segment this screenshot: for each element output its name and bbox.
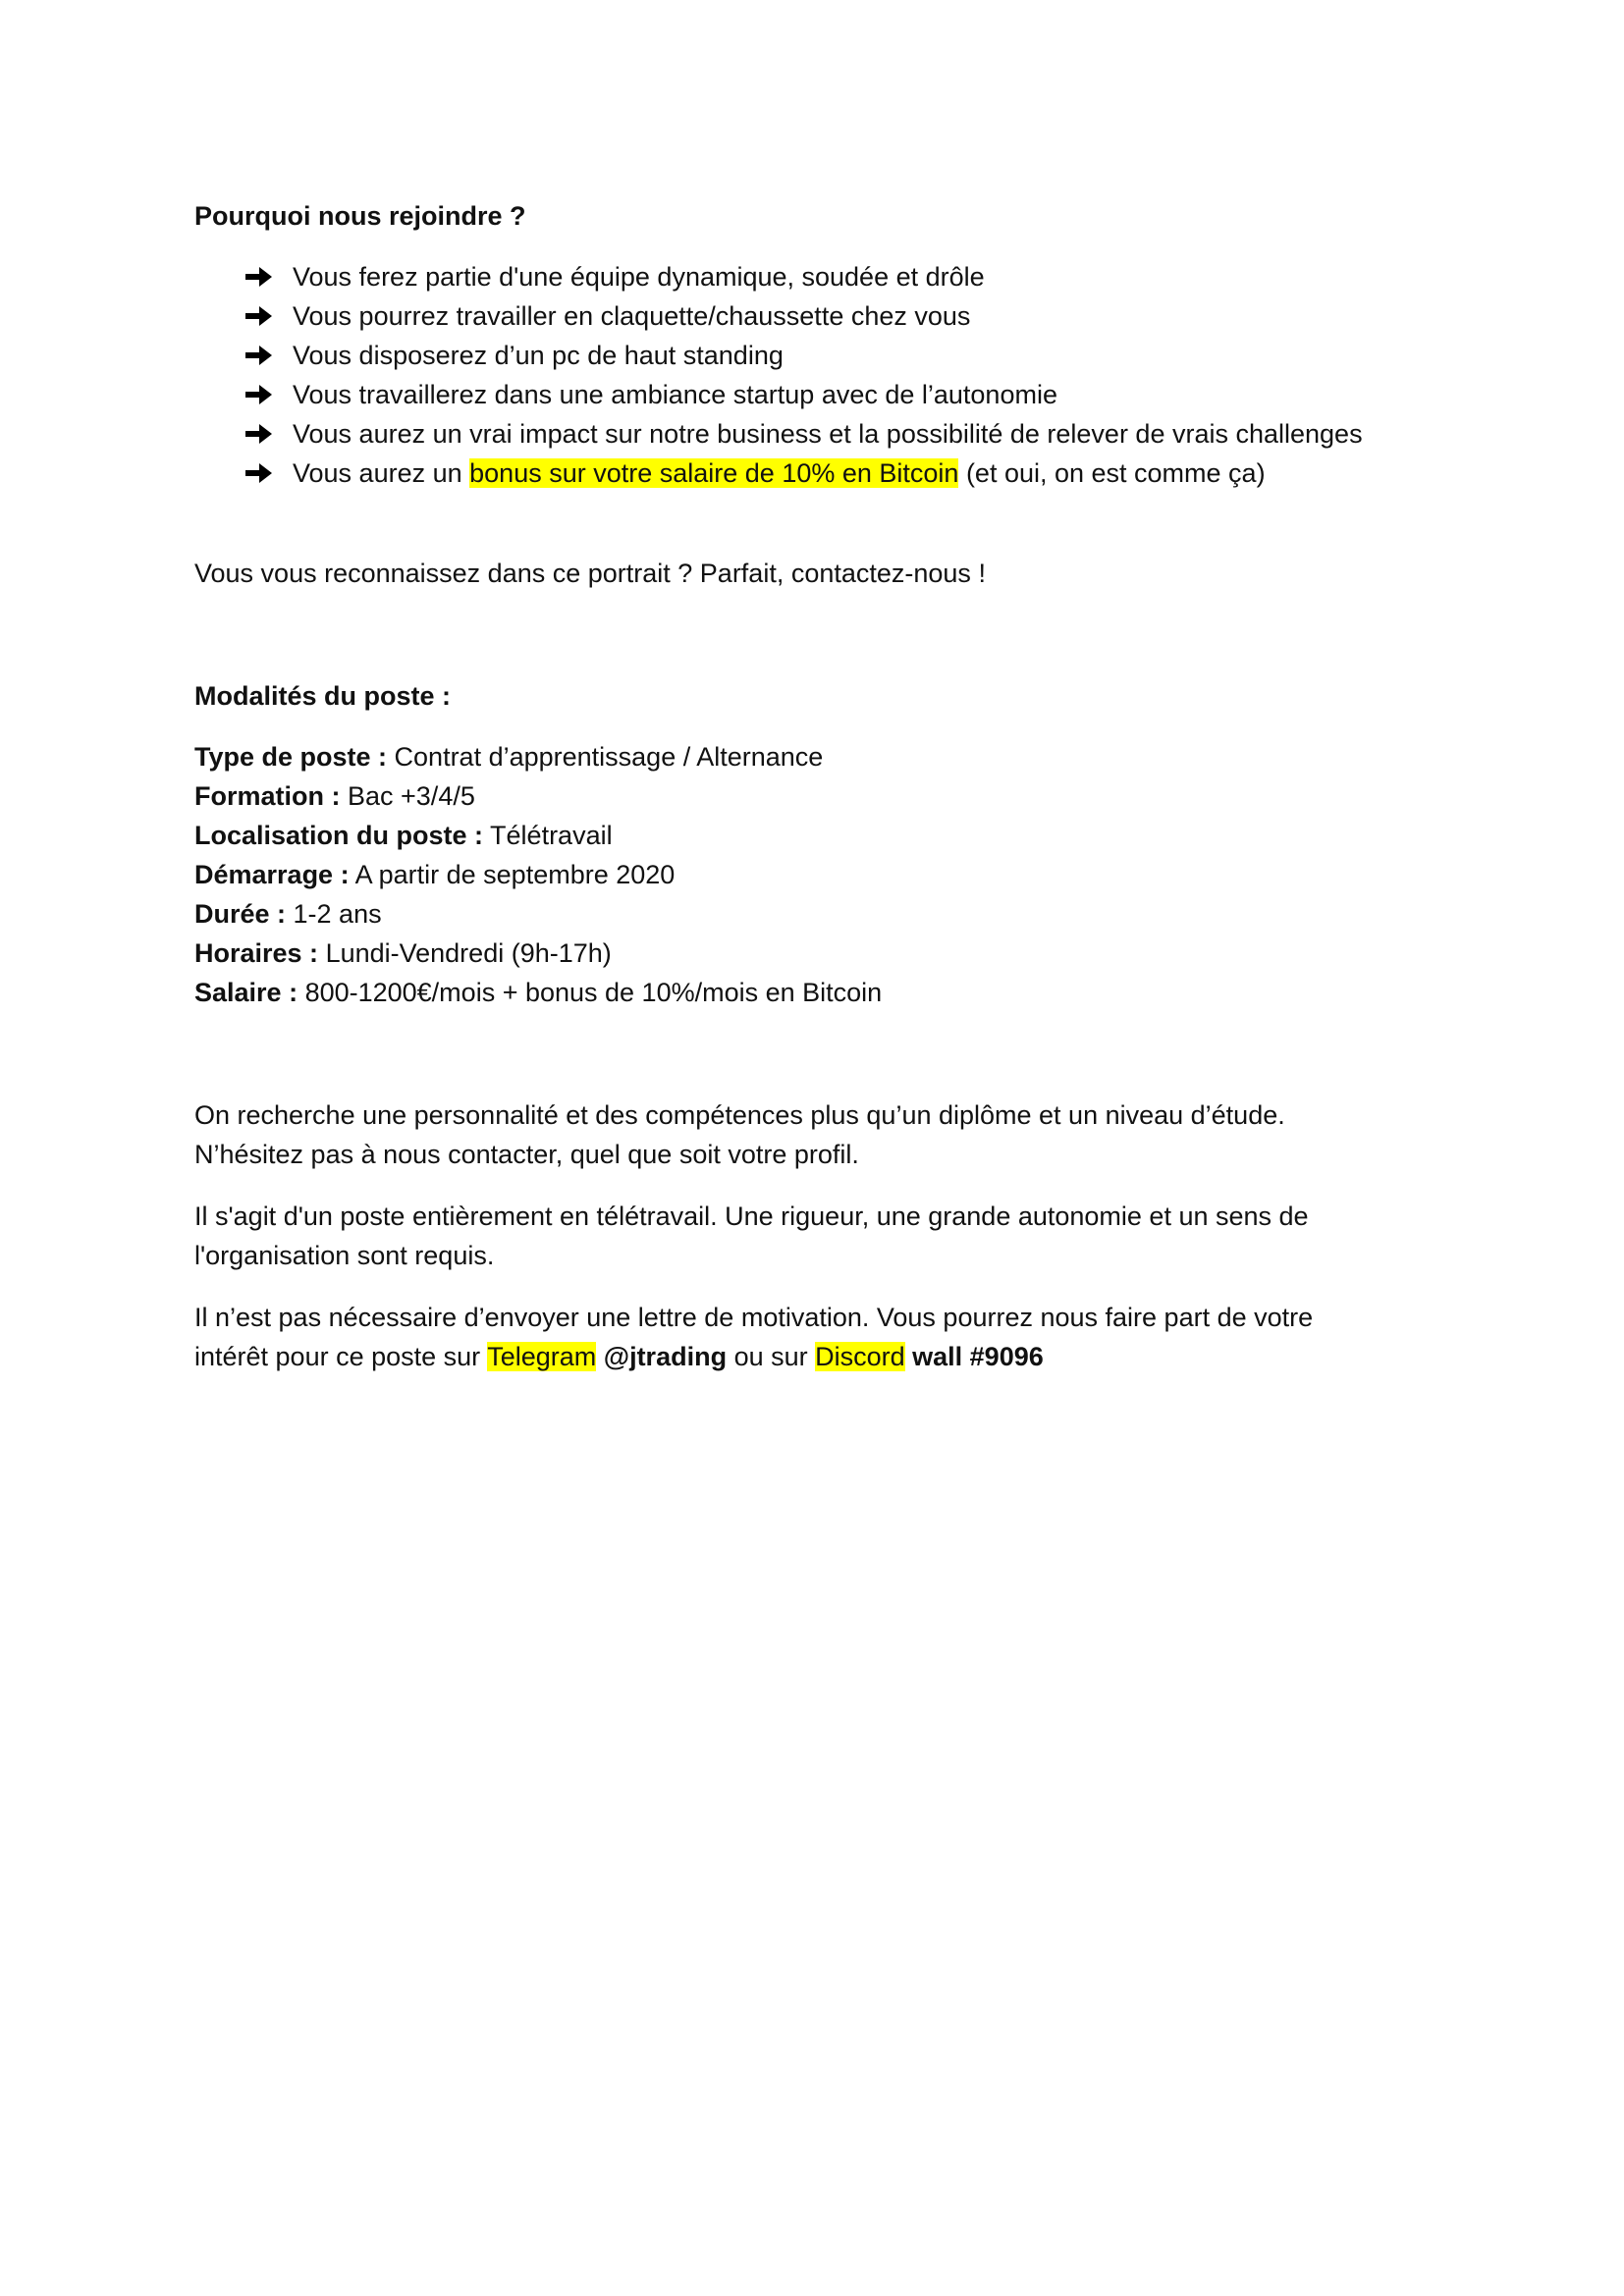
detail-label: Salaire :: [194, 978, 298, 1007]
bonus-text-before: Vous aurez un: [293, 458, 470, 488]
portrait-text: Vous vous reconnaissez dans ce portrait ? Parfait, contactez-nous !: [194, 559, 986, 588]
list-item: [194, 375, 1432, 414]
list-item: [194, 257, 1432, 296]
detail-value: Télétravail: [483, 821, 613, 850]
benefit-text: Vous aurez un vrai impact sur notre business et la possibilité de relever de vrais challenges: [293, 419, 1363, 449]
benefit-text: Vous pourrez travailler en claquette/chaussette chez vous: [293, 301, 971, 331]
detail-value: Contrat d’apprentissage / Alternance: [387, 742, 824, 772]
detail-value: 800-1200€/mois + bonus de 10%/mois en Bitcoin: [298, 978, 883, 1007]
detail-label: Horaires :: [194, 938, 319, 968]
paragraph-line: [194, 1337, 1432, 1376]
benefit-text: Vous ferez partie d'une équipe dynamique, soudée et drôle: [293, 262, 985, 292]
detail-label: Type de poste :: [194, 742, 388, 772]
paragraph-line: N’hésitez pas à nous contacter, quel que soit votre profil.: [194, 1140, 859, 1169]
detail-row-formation: [194, 776, 1432, 816]
paragraph-line: l'organisation sont requis.: [194, 1241, 495, 1270]
paragraph-line: On recherche une personnalité et des compétences plus qu’un diplôme et un niveau d’étude.: [194, 1100, 1285, 1130]
discord-highlight: Discord: [815, 1342, 905, 1371]
bonus-text-after: (et oui, on est comme ça): [958, 458, 1266, 488]
detail-row-duration: [194, 894, 1432, 934]
arrow-right-icon: [244, 257, 279, 296]
why-join-heading: Pourquoi nous rejoindre ?: [194, 201, 526, 231]
benefit-text: Vous travaillerez dans une ambiance startup avec de l’autonomie: [293, 380, 1057, 409]
detail-value: Bac +3/4/5: [340, 781, 475, 811]
paragraph-contact: [194, 1298, 1432, 1376]
paragraph-line: Il s'agit d'un poste entièrement en télétravail. Une rigueur, une grande autonomie et un sens de: [194, 1201, 1309, 1231]
list-item: [194, 296, 1432, 336]
paragraph-line: Il n’est pas nécessaire d’envoyer une lettre de motivation. Vous pourrez nous faire part de votre: [194, 1303, 1314, 1332]
paragraph-remote: [194, 1197, 1432, 1275]
telegram-handle: @jtrading: [596, 1342, 728, 1371]
detail-label: Démarrage :: [194, 860, 350, 889]
detail-value: A partir de septembre 2020: [349, 860, 676, 889]
discord-handle: wall #9096: [904, 1342, 1044, 1371]
benefit-text: Vous disposerez d’un pc de haut standing: [293, 341, 784, 370]
detail-label: Formation :: [194, 781, 341, 811]
modalites-heading: Modalités du poste :: [194, 681, 452, 711]
bonus-highlight: bonus sur votre salaire de 10% en Bitcoin: [469, 458, 959, 488]
benefits-list: [194, 257, 1432, 493]
detail-row-salary: [194, 973, 1432, 1012]
contact-text-middle: ou sur: [727, 1342, 816, 1371]
job-details: [194, 737, 1432, 1012]
contact-text-start: intérêt pour ce poste sur: [194, 1342, 488, 1371]
arrow-right-icon: [244, 454, 279, 493]
detail-value: Lundi-Vendredi (9h-17h): [318, 938, 612, 968]
telegram-highlight: Telegram: [487, 1342, 597, 1371]
list-item: [194, 414, 1432, 454]
detail-label: Durée :: [194, 899, 287, 929]
detail-value: 1-2 ans: [286, 899, 382, 929]
arrow-right-icon: [244, 336, 279, 375]
detail-row-location: [194, 816, 1432, 855]
detail-row-hours: [194, 934, 1432, 973]
list-item: [194, 336, 1432, 375]
arrow-right-icon: [244, 414, 279, 454]
list-item: [194, 454, 1432, 493]
paragraph-profile: [194, 1095, 1432, 1174]
arrow-right-icon: [244, 375, 279, 414]
document-content: [194, 196, 1432, 1376]
arrow-right-icon: [244, 296, 279, 336]
detail-row-start: [194, 855, 1432, 894]
detail-label: Localisation du poste :: [194, 821, 484, 850]
detail-row-type: [194, 737, 1432, 776]
